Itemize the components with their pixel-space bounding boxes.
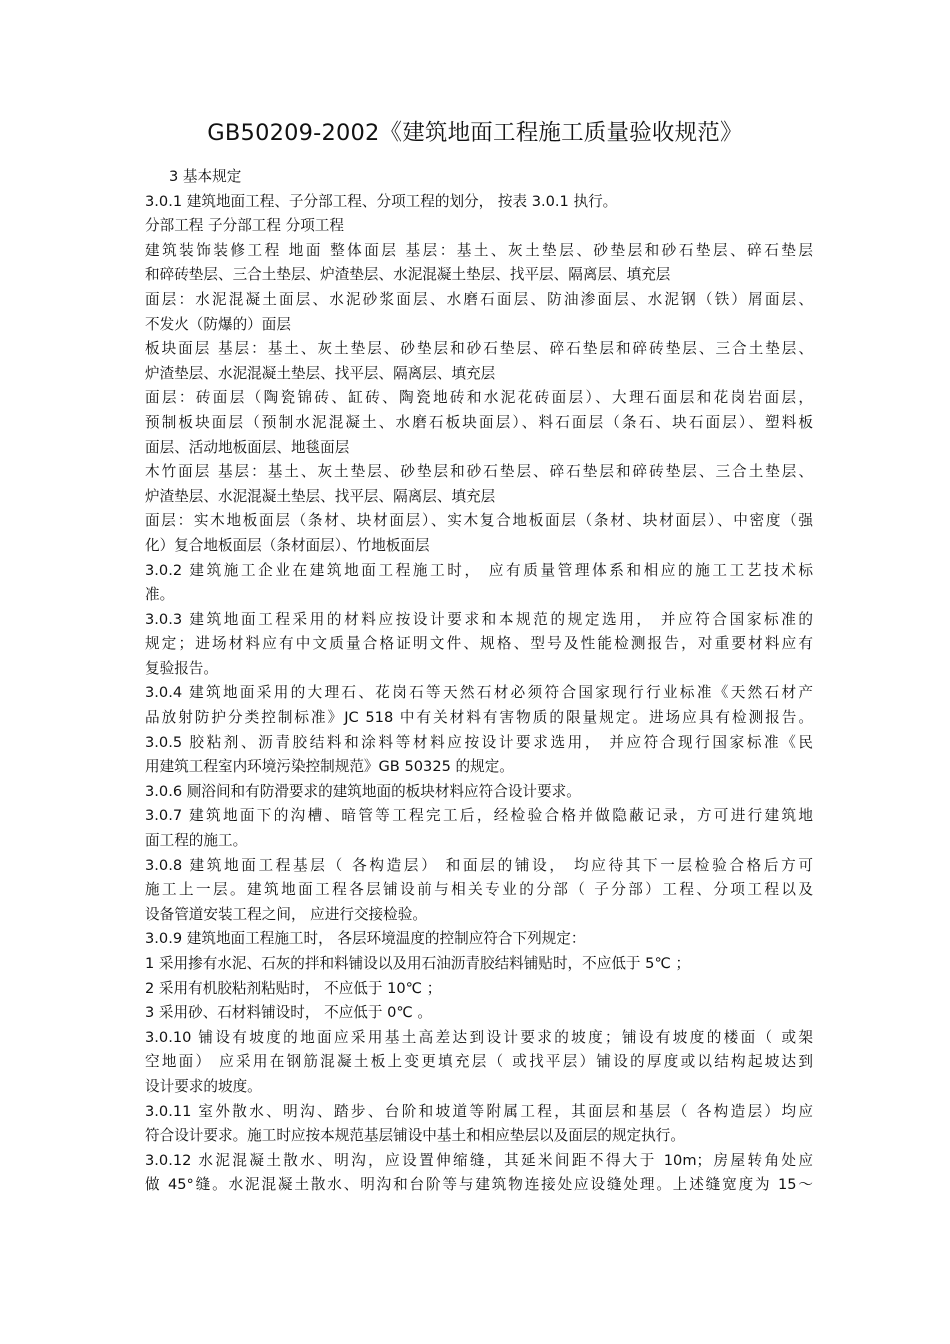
text-line: 炉渣垫层、水泥混凝土垫层、找平层、隔离层、填充层	[145, 487, 496, 505]
text-line: 施工上一层。建筑地面工程各层铺设前与相关专业的分部（ 子分部）工程、分项工程以及	[145, 881, 813, 899]
text-line: 和碎砖垫层、三合土垫层、炉渣垫层、水泥混凝土垫层、找平层、隔离层、填充层	[145, 266, 671, 284]
text-line: 做 45°缝。水泥混凝土散水、明沟和台阶等与建筑物连接处应设缝处理。上述缝宽度为 15～	[145, 1176, 813, 1194]
document-body	[145, 165, 813, 1198]
text-line: 面层、活动地板面层、地毯面层	[145, 438, 350, 456]
text-line: 化）复合地板面层（条材面层）、竹地板面层	[145, 536, 430, 554]
text-line: 2 采用有机胶粘剂粘贴时， 不应低于 10℃ ；	[145, 979, 442, 997]
text-line: 3.0.8 建筑地面工程基层（ 各构造层） 和面层的铺设， 均应待其下一层检验合格后方可	[145, 856, 813, 874]
text-line: 3.0.11 室外散水、明沟、踏步、台阶和坡道等附属工程，其面层和基层（ 各构造层）均应	[145, 1102, 813, 1120]
text-line: 3.0.6 厕浴间和有防滑要求的建筑地面的板块材料应符合设计要求。	[145, 782, 581, 800]
text-line: 设计要求的坡度。	[145, 1077, 262, 1095]
document-title: GB50209-2002《建筑地面工程施工质量验收规范》	[207, 120, 743, 146]
text-line: 3.0.3 建筑地面工程采用的材料应按设计要求和本规范的规定选用， 并应符合国家标准的	[145, 610, 813, 628]
text-line: 3 基本规定	[169, 168, 242, 185]
text-line: 面层：砖面层（陶瓷锦砖、缸砖、陶瓷地砖和水泥花砖面层）、大理石面层和花岗岩面层，	[145, 389, 813, 407]
text-line: 3 采用砂、石材料铺设时， 不应低于 0℃ 。	[145, 1004, 433, 1022]
text-line: 复验报告。	[145, 659, 218, 677]
text-line: 面层：水泥混凝土面层、水泥砂浆面层、水磨石面层、防油渗面层、水泥钢（铁）屑面层、	[145, 290, 813, 308]
text-line: 面层：实木地板面层（条材、块材面层）、实木复合地板面层（条材、块材面层）、中密度（强	[145, 512, 813, 530]
text-line: 空地面） 应采用在钢筋混凝土板上变更填充层（ 或找平层）铺设的厚度或以结构起坡达到	[145, 1053, 813, 1071]
text-line: 分部工程 子分部工程 分项工程	[145, 217, 344, 235]
text-line: 3.0.5 胶粘剂、沥青胶结料和涂料等材料应按设计要求选用， 并应符合现行国家标准《民	[145, 733, 813, 751]
text-line: 用建筑工程室内环境污染控制规范》GB 50325 的规定。	[145, 758, 514, 776]
text-line: 设备管道安装工程之间， 应进行交接检验。	[145, 905, 427, 923]
text-line: 面工程的施工。	[145, 832, 248, 850]
text-line: 建筑装饰装修工程 地面 整体面层 基层：基土、灰土垫层、砂垫层和砂石垫层、碎石垫层	[145, 241, 813, 259]
text-line: 品放射防护分类控制标准》JC 518 中有关材料有害物质的限量规定。进场应具有检测报告。	[145, 709, 813, 727]
text-line: 3.0.2 建筑施工企业在建筑地面工程施工时， 应有质量管理体系和相应的施工工艺技术标	[145, 561, 813, 579]
text-line: 不发火（防爆的）面层	[145, 315, 291, 333]
text-line: 1 采用掺有水泥、石灰的拌和料铺设以及用石油沥青胶结料铺贴时，不应低于 5℃ ；	[145, 955, 691, 972]
text-line: 3.0.7 建筑地面下的沟槽、暗管等工程完工后，经检验合格并做隐蔽记录，方可进行建筑地	[145, 807, 813, 825]
text-line: 预制板块面层（预制水泥混凝土、水磨石板块面层）、料石面层（条石、块石面层）、塑料板	[145, 413, 813, 431]
text-line: 3.0.1 建筑地面工程、子分部工程、分项工程的划分， 按表 3.0.1 执行。	[145, 192, 618, 210]
text-line: 3.0.10 铺设有坡度的地面应采用基土高差达到设计要求的坡度；铺设有坡度的楼面（ 或架	[145, 1028, 813, 1046]
text-line: 板块面层 基层：基土、灰土垫层、砂垫层和砂石垫层、碎石垫层和碎砖垫层、三合土垫层、	[145, 340, 813, 358]
text-line: 规定；进场材料应有中文质量合格证明文件、规格、型号及性能检测报告，对重要材料应有	[145, 635, 813, 653]
text-line: 3.0.12 水泥混凝土散水、明沟，应设置伸缩缝，其延米间距不得大于 10m；房屋转角处应	[145, 1151, 813, 1169]
text-line: 符合设计要求。施工时应按本规范基层铺设中基土和相应垫层以及面层的规定执行。	[145, 1127, 685, 1145]
text-line: 木竹面层 基层：基土、灰土垫层、砂垫层和砂石垫层、碎石垫层和碎砖垫层、三合土垫层、	[145, 463, 813, 481]
text-line: 3.0.4 建筑地面采用的大理石、花岗石等天然石材必须符合国家现行行业标准《天然石材产	[145, 684, 813, 702]
text-line: 准。	[145, 586, 175, 604]
text-line: 3.0.9 建筑地面工程施工时， 各层环境温度的控制应符合下列规定：	[145, 930, 586, 948]
text-line: 炉渣垫层、水泥混凝土垫层、找平层、隔离层、填充层	[145, 364, 496, 382]
